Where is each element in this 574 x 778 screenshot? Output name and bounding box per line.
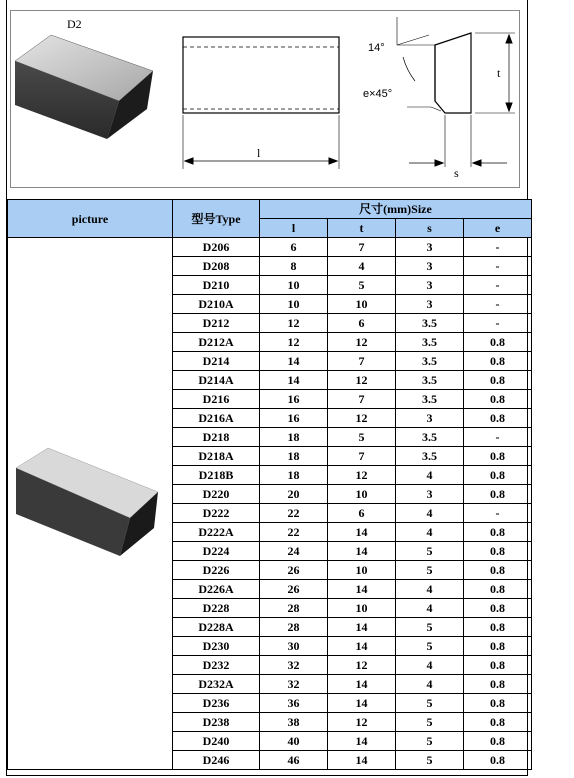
size-table: [7, 199, 532, 770]
e-cell: 0.8: [464, 732, 532, 751]
dim-t-label: t: [497, 66, 501, 80]
type-cell: D214: [173, 352, 260, 371]
type-cell: D238: [173, 713, 260, 732]
l-cell: 32: [260, 656, 328, 675]
t-cell: 14: [328, 618, 396, 637]
s-cell: 3: [396, 409, 464, 428]
type-cell: D228: [173, 599, 260, 618]
type-cell: D210A: [173, 295, 260, 314]
e-cell: 0.8: [464, 447, 532, 466]
s-cell: 3.5: [396, 447, 464, 466]
block-3d: [15, 35, 153, 139]
e-cell: 0.8: [464, 371, 532, 390]
drawing-svg: [11, 11, 519, 187]
col-e-header: e: [464, 219, 532, 238]
type-cell: D226A: [173, 580, 260, 599]
type-cell: D212: [173, 314, 260, 333]
l-cell: 28: [260, 618, 328, 637]
e-cell: 0.8: [464, 352, 532, 371]
s-cell: 3.5: [396, 428, 464, 447]
s-cell: 4: [396, 599, 464, 618]
s-cell: 5: [396, 561, 464, 580]
s-cell: 5: [396, 637, 464, 656]
e-cell: 0.8: [464, 713, 532, 732]
t-cell: 14: [328, 732, 396, 751]
l-cell: 18: [260, 447, 328, 466]
dim-l-label: l: [257, 146, 261, 160]
t-cell: 14: [328, 523, 396, 542]
l-cell: 28: [260, 599, 328, 618]
s-cell: 3: [396, 276, 464, 295]
e-cell: 0.8: [464, 542, 532, 561]
t-cell: 14: [328, 675, 396, 694]
s-cell: 4: [396, 580, 464, 599]
e-cell: 0.8: [464, 561, 532, 580]
e-cell: 0.8: [464, 637, 532, 656]
l-cell: 16: [260, 390, 328, 409]
e-cell: 0.8: [464, 618, 532, 637]
s-cell: 5: [396, 751, 464, 770]
s-cell: 4: [396, 675, 464, 694]
t-cell: 12: [328, 713, 396, 732]
t-cell: 12: [328, 656, 396, 675]
l-cell: 22: [260, 523, 328, 542]
t-cell: 10: [328, 485, 396, 504]
e-cell: 0.8: [464, 694, 532, 713]
col-t-header: t: [328, 219, 396, 238]
l-cell: 10: [260, 295, 328, 314]
type-cell: D212A: [173, 333, 260, 352]
e-cell: 0.8: [464, 656, 532, 675]
s-cell: 5: [396, 618, 464, 637]
col-s-header: s: [396, 219, 464, 238]
l-cell: 16: [260, 409, 328, 428]
type-cell: D226: [173, 561, 260, 580]
type-cell: D216A: [173, 409, 260, 428]
type-cell: D214A: [173, 371, 260, 390]
l-cell: 38: [260, 713, 328, 732]
l-cell: 30: [260, 637, 328, 656]
type-cell: D224: [173, 542, 260, 561]
type-cell: D210: [173, 276, 260, 295]
s-cell: 5: [396, 713, 464, 732]
type-cell: D216: [173, 390, 260, 409]
l-cell: 40: [260, 732, 328, 751]
technical-drawing: [10, 10, 520, 188]
type-cell: D246: [173, 751, 260, 770]
e-cell: 0.8: [464, 466, 532, 485]
e-cell: -: [464, 428, 532, 447]
s-cell: 5: [396, 732, 464, 751]
t-cell: 14: [328, 694, 396, 713]
t-cell: 14: [328, 751, 396, 770]
s-cell: 3: [396, 295, 464, 314]
t-cell: 6: [328, 314, 396, 333]
e-cell: 0.8: [464, 333, 532, 352]
s-cell: 5: [396, 694, 464, 713]
l-cell: 24: [260, 542, 328, 561]
t-cell: 14: [328, 580, 396, 599]
e-cell: 0.8: [464, 390, 532, 409]
model-label: D2: [67, 17, 82, 31]
t-cell: 10: [328, 561, 396, 580]
e-cell: 0.8: [464, 580, 532, 599]
size-header: 尺寸(mm)Size: [260, 200, 532, 219]
e-cell: 0.8: [464, 409, 532, 428]
type-cell: D218B: [173, 466, 260, 485]
s-cell: 3.5: [396, 371, 464, 390]
t-cell: 4: [328, 257, 396, 276]
e-cell: 0.8: [464, 485, 532, 504]
l-cell: 10: [260, 276, 328, 295]
l-cell: 22: [260, 504, 328, 523]
type-cell: D228A: [173, 618, 260, 637]
picture-cell: [8, 238, 173, 770]
l-cell: 20: [260, 485, 328, 504]
s-cell: 4: [396, 466, 464, 485]
l-cell: 14: [260, 352, 328, 371]
table-row: [8, 238, 532, 257]
s-cell: 3: [396, 238, 464, 257]
l-cell: 8: [260, 257, 328, 276]
l-cell: 12: [260, 314, 328, 333]
e-cell: -: [464, 276, 532, 295]
type-cell: D230: [173, 637, 260, 656]
t-cell: 5: [328, 276, 396, 295]
s-cell: 4: [396, 523, 464, 542]
end-view: [397, 17, 515, 167]
block-image: [8, 244, 172, 764]
s-cell: 4: [396, 656, 464, 675]
s-cell: 3.5: [396, 390, 464, 409]
e-cell: 0.8: [464, 523, 532, 542]
t-cell: 12: [328, 409, 396, 428]
t-cell: 6: [328, 504, 396, 523]
l-cell: 12: [260, 333, 328, 352]
type-cell: D232A: [173, 675, 260, 694]
t-cell: 12: [328, 333, 396, 352]
s-cell: 5: [396, 542, 464, 561]
e-cell: -: [464, 314, 532, 333]
e-cell: 0.8: [464, 751, 532, 770]
angle-label: 14°: [368, 42, 385, 54]
l-cell: 36: [260, 694, 328, 713]
t-cell: 7: [328, 238, 396, 257]
t-cell: 14: [328, 637, 396, 656]
l-cell: 6: [260, 238, 328, 257]
e-cell: 0.8: [464, 675, 532, 694]
t-cell: 10: [328, 599, 396, 618]
picture-header: picture: [8, 200, 173, 238]
type-cell: D222A: [173, 523, 260, 542]
type-cell: D232: [173, 656, 260, 675]
type-cell: D218: [173, 428, 260, 447]
l-cell: 26: [260, 580, 328, 599]
type-header: 型号Type: [173, 200, 260, 238]
s-cell: 3: [396, 257, 464, 276]
side-view: [183, 37, 339, 169]
t-cell: 7: [328, 390, 396, 409]
e-cell: -: [464, 238, 532, 257]
l-cell: 26: [260, 561, 328, 580]
chamfer-label: e×45°: [363, 88, 393, 100]
t-cell: 7: [328, 352, 396, 371]
type-cell: D236: [173, 694, 260, 713]
e-cell: -: [464, 504, 532, 523]
type-cell: D222: [173, 504, 260, 523]
t-cell: 7: [328, 447, 396, 466]
s-cell: 3.5: [396, 333, 464, 352]
type-cell: D218A: [173, 447, 260, 466]
type-cell: D206: [173, 238, 260, 257]
s-cell: 3: [396, 485, 464, 504]
t-cell: 12: [328, 466, 396, 485]
col-l-header: l: [260, 219, 328, 238]
l-cell: 14: [260, 371, 328, 390]
l-cell: 46: [260, 751, 328, 770]
type-cell: D208: [173, 257, 260, 276]
type-cell: D220: [173, 485, 260, 504]
e-cell: -: [464, 257, 532, 276]
t-cell: 12: [328, 371, 396, 390]
t-cell: 14: [328, 542, 396, 561]
e-cell: -: [464, 295, 532, 314]
dim-s-label: s: [454, 166, 459, 180]
s-cell: 3.5: [396, 352, 464, 371]
l-cell: 32: [260, 675, 328, 694]
l-cell: 18: [260, 428, 328, 447]
e-cell: 0.8: [464, 599, 532, 618]
t-cell: 5: [328, 428, 396, 447]
l-cell: 18: [260, 466, 328, 485]
s-cell: 4: [396, 504, 464, 523]
t-cell: 10: [328, 295, 396, 314]
type-cell: D240: [173, 732, 260, 751]
s-cell: 3.5: [396, 314, 464, 333]
